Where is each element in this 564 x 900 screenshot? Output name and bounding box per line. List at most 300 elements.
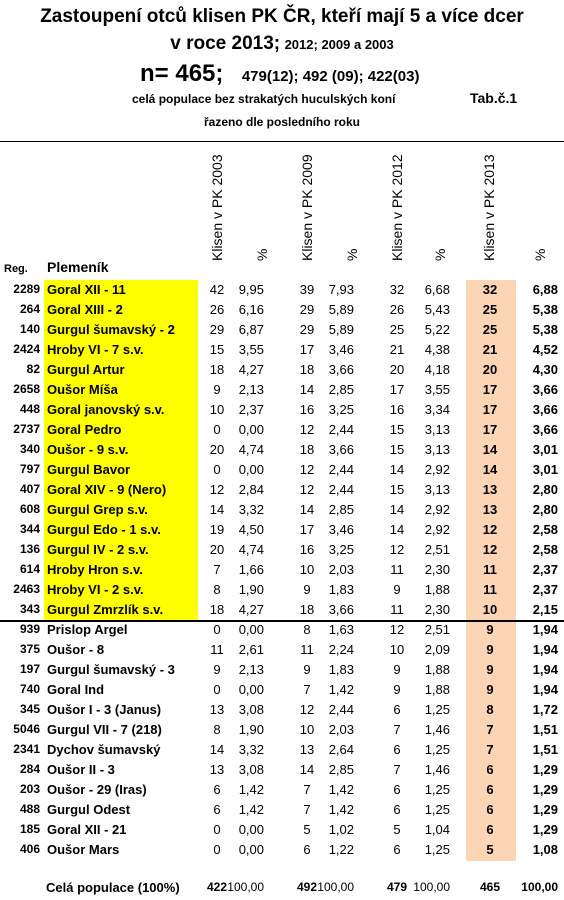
cell-klisen-2013: 17	[482, 422, 498, 437]
cell-pct-2009: 2,85	[328, 502, 354, 517]
table-row	[0, 480, 564, 500]
population-count-line	[140, 60, 419, 88]
cell-klisen-2003: 18	[209, 602, 225, 617]
cell-klisen-2003: 6	[213, 802, 221, 817]
cell-pct-2009: 7,93	[328, 282, 354, 297]
cell-reg: 140	[19, 322, 40, 336]
cell-pct-2009: 2,03	[328, 722, 354, 737]
cell-pct-2013: 4,30	[532, 362, 558, 377]
cell-klisen-2013: 25	[482, 322, 498, 337]
cell-klisen-2009: 18	[299, 602, 315, 617]
cell-pct-2009: 2,44	[328, 482, 354, 497]
cell-pct-2012: 3,34	[424, 402, 450, 417]
cell-klisen-2003: 20	[209, 542, 225, 557]
cell-klisen-2013: 6	[486, 762, 494, 777]
cell-pct-2009: 1,83	[328, 582, 354, 597]
cell-klisen-2012: 16	[389, 402, 405, 417]
cell-klisen-2013: 9	[486, 642, 494, 657]
cell-klisen-2003: 0	[213, 462, 221, 477]
cell-pct-2012: 2,51	[424, 542, 450, 557]
cell-plemenik: Gurgul Grep s.v.	[47, 502, 148, 517]
table-row	[0, 720, 564, 740]
cell-pct-2003: 3,08	[238, 702, 264, 717]
cell-pct-2003: 2,37	[238, 402, 264, 417]
cell-pct-2009: 2,44	[328, 462, 354, 477]
cell-klisen-2009: 39	[299, 282, 315, 297]
cell-pct-2009: 3,25	[328, 542, 354, 557]
table-row	[0, 660, 564, 680]
cell-pct-2003: 4,74	[238, 442, 264, 457]
cell-pct-2009: 3,66	[328, 442, 354, 457]
table-row	[0, 740, 564, 760]
header-pct-2003: %	[254, 248, 270, 261]
cell-pct-2009: 3,46	[328, 342, 354, 357]
cell-pct-2003: 2,13	[238, 662, 264, 677]
cell-reg: 797	[19, 462, 40, 476]
cell-klisen-2003: 20	[209, 442, 225, 457]
cell-klisen-2013: 6	[486, 802, 494, 817]
cell-klisen-2003: 18	[209, 362, 225, 377]
cell-pct-2009: 2,85	[328, 762, 354, 777]
cell-klisen-2013: 9	[486, 662, 494, 677]
cell-pct-2012: 2,51	[424, 622, 450, 637]
cell-pct-2003: 0,00	[238, 462, 264, 477]
cell-pct-2013: 1,94	[532, 642, 558, 657]
total-klisen-2003: 422	[206, 880, 228, 894]
cell-klisen-2012: 32	[389, 282, 405, 297]
cell-plemenik: Dychov šumavský	[47, 742, 161, 757]
cell-klisen-2013: 5	[486, 842, 494, 857]
cell-klisen-2012: 6	[393, 702, 401, 717]
table-row	[0, 540, 564, 560]
table-row	[0, 780, 564, 800]
cell-klisen-2009: 12	[299, 702, 315, 717]
cell-klisen-2003: 6	[213, 782, 221, 797]
cell-klisen-2009: 29	[299, 322, 315, 337]
table-number: Tab.č.1	[470, 90, 518, 106]
cell-plemenik: Goral janovský s.v.	[47, 402, 165, 417]
table-row	[0, 360, 564, 380]
cell-klisen-2003: 13	[209, 702, 225, 717]
cell-pct-2012: 1,25	[424, 702, 450, 717]
header-pct-2013: %	[532, 248, 548, 261]
cell-pct-2003: 0,00	[238, 682, 264, 697]
cell-pct-2013: 2,15	[532, 602, 558, 617]
cell-klisen-2009: 9	[303, 582, 311, 597]
cell-pct-2009: 2,24	[328, 642, 354, 657]
cell-pct-2009: 5,89	[328, 322, 354, 337]
cell-pct-2013: 2,58	[532, 542, 558, 557]
cell-klisen-2012: 14	[389, 502, 405, 517]
cell-klisen-2003: 42	[209, 282, 225, 297]
table-row	[0, 500, 564, 520]
table-row	[0, 640, 564, 660]
cell-plemenik: Gurgul IV - 2 s.v.	[47, 542, 149, 557]
cell-pct-2009: 2,44	[328, 422, 354, 437]
cell-reg: 185	[19, 822, 40, 836]
cell-reg: 614	[19, 562, 40, 576]
cell-klisen-2013: 14	[482, 442, 498, 457]
cell-klisen-2009: 16	[299, 542, 315, 557]
cell-plemenik: Oušor Mars	[47, 842, 120, 857]
total-klisen-2013: 465	[479, 880, 501, 894]
cell-pct-2013: 1,29	[532, 802, 558, 817]
total-pct-2013: 100,00	[521, 880, 558, 894]
cell-pct-2012: 3,13	[424, 442, 450, 457]
cell-klisen-2012: 12	[389, 542, 405, 557]
cell-pct-2003: 4,74	[238, 542, 264, 557]
cell-pct-2009: 1,42	[328, 782, 354, 797]
cell-klisen-2013: 9	[486, 622, 494, 637]
cell-klisen-2013: 17	[482, 402, 498, 417]
cell-pct-2013: 3,66	[532, 382, 558, 397]
cell-pct-2012: 3,13	[424, 422, 450, 437]
cell-pct-2013: 3,01	[532, 442, 558, 457]
cell-klisen-2013: 11	[483, 562, 497, 577]
cell-klisen-2013: 13	[482, 482, 498, 497]
separator-line	[0, 620, 564, 622]
cell-klisen-2013: 17	[482, 382, 498, 397]
cell-pct-2012: 5,22	[424, 322, 450, 337]
cell-pct-2009: 1,83	[328, 662, 354, 677]
cell-klisen-2003: 0	[213, 422, 221, 437]
cell-klisen-2009: 10	[299, 562, 315, 577]
cell-klisen-2003: 19	[209, 522, 225, 537]
table-row	[0, 520, 564, 540]
cell-klisen-2012: 6	[393, 742, 401, 757]
cell-reg: 740	[19, 682, 40, 696]
table-row	[0, 300, 564, 320]
cell-plemenik: Gurgul šumavský - 2	[47, 322, 175, 337]
cell-klisen-2012: 9	[393, 662, 401, 677]
cell-pct-2003: 1,66	[238, 562, 264, 577]
stallion-table-body	[0, 280, 564, 860]
cell-pct-2009: 1,42	[328, 802, 354, 817]
cell-reg: 264	[19, 302, 40, 316]
cell-plemenik: Goral Pedro	[47, 422, 122, 437]
table-top-border	[0, 141, 564, 142]
cell-klisen-2003: 12	[209, 482, 225, 497]
table-row	[0, 320, 564, 340]
header-pct-2012: %	[432, 248, 448, 261]
cell-pct-2003: 1,42	[238, 782, 264, 797]
cell-klisen-2003: 0	[213, 682, 221, 697]
cell-pct-2009: 3,25	[328, 402, 354, 417]
cell-klisen-2003: 10	[209, 402, 225, 417]
cell-pct-2003: 2,84	[238, 482, 264, 497]
cell-reg: 2463	[13, 582, 40, 596]
cell-pct-2012: 6,68	[424, 282, 450, 297]
cell-pct-2013: 4,52	[532, 342, 558, 357]
cell-pct-2009: 3,66	[328, 362, 354, 377]
cell-plemenik: Hroby VI - 2 s.v.	[47, 582, 144, 597]
cell-pct-2009: 1,22	[328, 842, 354, 857]
cell-klisen-2013: 12	[482, 542, 498, 557]
cell-pct-2009: 2,44	[328, 702, 354, 717]
cell-plemenik: Goral XIII - 2	[47, 302, 123, 317]
cell-pct-2009: 3,66	[328, 602, 354, 617]
table-row	[0, 840, 564, 860]
cell-klisen-2003: 29	[209, 322, 225, 337]
cell-pct-2003: 0,00	[238, 622, 264, 637]
cell-klisen-2013: 14	[482, 462, 498, 477]
table-row	[0, 680, 564, 700]
cell-klisen-2012: 15	[389, 442, 405, 457]
header-klisen-2012: Klisen v PK 2012	[389, 154, 405, 261]
cell-klisen-2009: 14	[299, 382, 315, 397]
cell-klisen-2012: 26	[389, 302, 405, 317]
table-row	[0, 700, 564, 720]
cell-plemenik: Oušor - 8	[47, 642, 105, 657]
total-label: Celá populace (100%)	[46, 880, 180, 895]
table-row	[0, 620, 564, 640]
cell-pct-2012: 1,88	[424, 662, 450, 677]
cell-plemenik: Oušor - 9 s.v.	[47, 442, 129, 457]
cell-plemenik: Gurgul šumavský - 3	[47, 662, 175, 677]
cell-klisen-2009: 12	[299, 422, 315, 437]
cell-pct-2012: 4,18	[424, 362, 450, 377]
cell-reg: 2737	[13, 422, 40, 436]
cell-reg: 197	[19, 662, 40, 676]
cell-pct-2013: 5,38	[532, 302, 558, 317]
cell-reg: 344	[19, 522, 40, 536]
total-pct-2012: 100,00	[413, 880, 450, 894]
cell-plemenik: Gurgul Odest	[47, 802, 131, 817]
cell-klisen-2013: 13	[482, 502, 498, 517]
cell-pct-2012: 3,13	[424, 482, 450, 497]
cell-klisen-2009: 13	[299, 742, 315, 757]
cell-klisen-2009: 7	[303, 682, 311, 697]
cell-klisen-2013: 6	[486, 822, 494, 837]
cell-pct-2009: 3,46	[328, 522, 354, 537]
table-row	[0, 460, 564, 480]
cell-reg: 488	[19, 802, 40, 816]
cell-pct-2013: 1,51	[532, 722, 558, 737]
cell-pct-2013: 2,37	[532, 562, 558, 577]
cell-klisen-2003: 26	[209, 302, 225, 317]
table-row	[0, 820, 564, 840]
cell-klisen-2009: 14	[299, 502, 315, 517]
cell-pct-2012: 1,88	[424, 582, 450, 597]
cell-pct-2003: 6,16	[238, 302, 264, 317]
cell-klisen-2013: 11	[483, 582, 497, 597]
table-row	[0, 560, 564, 580]
cell-pct-2003: 9,95	[238, 282, 264, 297]
cell-klisen-2012: 9	[393, 682, 401, 697]
table-row	[0, 440, 564, 460]
cell-pct-2009: 2,03	[328, 562, 354, 577]
cell-klisen-2012: 5	[393, 822, 401, 837]
table-row	[0, 280, 564, 300]
cell-pct-2003: 0,00	[238, 822, 264, 837]
table-row	[0, 340, 564, 360]
cell-pct-2012: 2,30	[424, 562, 450, 577]
cell-klisen-2012: 21	[389, 342, 405, 357]
total-row	[0, 880, 564, 900]
cell-klisen-2003: 14	[209, 502, 225, 517]
cell-klisen-2012: 7	[393, 722, 401, 737]
header-klisen-2013: Klisen v PK 2013	[481, 154, 497, 261]
cell-klisen-2009: 6	[303, 842, 311, 857]
cell-pct-2012: 2,92	[424, 502, 450, 517]
cell-pct-2009: 1,63	[328, 622, 354, 637]
cell-klisen-2012: 20	[389, 362, 405, 377]
header-pct-2009: %	[344, 248, 360, 261]
cell-klisen-2012: 12	[389, 622, 405, 637]
cell-klisen-2003: 14	[209, 742, 225, 757]
cell-klisen-2012: 10	[389, 642, 405, 657]
cell-klisen-2013: 8	[486, 702, 494, 717]
table-row	[0, 580, 564, 600]
cell-klisen-2003: 13	[209, 762, 225, 777]
cell-klisen-2012: 15	[389, 422, 405, 437]
cell-klisen-2013: 21	[482, 342, 498, 357]
total-klisen-2009: 492	[296, 880, 318, 894]
cell-klisen-2013: 6	[486, 782, 494, 797]
cell-pct-2003: 0,00	[238, 422, 264, 437]
cell-pct-2013: 1,29	[532, 822, 558, 837]
cell-pct-2012: 1,25	[424, 782, 450, 797]
cell-klisen-2009: 18	[299, 442, 315, 457]
header-klisen-2003: Klisen v PK 2003	[209, 154, 225, 261]
cell-reg: 2289	[13, 282, 40, 296]
cell-pct-2012: 2,92	[424, 522, 450, 537]
cell-klisen-2009: 12	[299, 482, 315, 497]
cell-pct-2009: 1,02	[328, 822, 354, 837]
cell-pct-2003: 2,61	[238, 642, 264, 657]
cell-reg: 2341	[13, 742, 40, 756]
table-row	[0, 760, 564, 780]
cell-pct-2003: 6,87	[238, 322, 264, 337]
cell-plemenik: Hroby Hron s.v.	[47, 562, 143, 577]
cell-pct-2012: 1,25	[424, 842, 450, 857]
total-pct-2009: 100,00	[317, 880, 354, 894]
cell-reg: 406	[19, 842, 40, 856]
cell-reg: 136	[19, 542, 40, 556]
subtitle-population: celá populace bez strakatých huculských koní	[132, 92, 396, 106]
cell-pct-2013: 1,29	[532, 782, 558, 797]
cell-pct-2009: 2,64	[328, 742, 354, 757]
cell-pct-2013: 1,29	[532, 762, 558, 777]
title-year-main: v roce 2013;	[170, 33, 281, 54]
cell-pct-2012: 4,38	[424, 342, 450, 357]
cell-klisen-2012: 9	[393, 582, 401, 597]
cell-klisen-2009: 14	[299, 762, 315, 777]
page-title: Zastoupení otců klisen PK ČR, kteří mají 5 a více dcer	[40, 6, 524, 27]
title-year-small: 2012; 2009 a 2003	[284, 37, 394, 52]
header-klisen-2009: Klisen v PK 2009	[299, 154, 315, 261]
cell-plemenik: Gurgul Bavor	[47, 462, 131, 477]
cell-klisen-2013: 25	[482, 302, 498, 317]
cell-pct-2012: 1,25	[424, 802, 450, 817]
cell-klisen-2003: 8	[213, 722, 221, 737]
cell-pct-2003: 4,50	[238, 522, 264, 537]
cell-reg: 203	[19, 782, 40, 796]
cell-plemenik: Hroby VI - 7 s.v.	[47, 342, 144, 357]
cell-pct-2013: 6,88	[532, 282, 558, 297]
cell-pct-2013: 2,37	[532, 582, 558, 597]
cell-plemenik: Gurgul Artur	[47, 362, 125, 377]
cell-plemenik: Gurgul Edo - 1 s.v.	[47, 522, 161, 537]
cell-klisen-2003: 7	[213, 562, 221, 577]
cell-reg: 375	[19, 642, 40, 656]
cell-klisen-2012: 25	[389, 322, 405, 337]
cell-pct-2013: 1,72	[532, 702, 558, 717]
cell-pct-2013: 1,94	[532, 662, 558, 677]
cell-pct-2013: 3,66	[532, 422, 558, 437]
cell-klisen-2013: 9	[486, 682, 494, 697]
cell-plemenik: Goral Ind	[47, 682, 105, 697]
cell-pct-2013: 2,58	[532, 522, 558, 537]
table-row	[0, 600, 564, 620]
cell-plemenik: Gurgul Zmrzlík s.v.	[47, 602, 164, 617]
cell-pct-2003: 3,32	[238, 502, 264, 517]
header-plemenik: Plemeník	[47, 259, 109, 275]
cell-pct-2012: 1,04	[424, 822, 450, 837]
cell-reg: 340	[19, 442, 40, 456]
cell-reg: 345	[19, 702, 40, 716]
cell-pct-2012: 2,92	[424, 462, 450, 477]
cell-pct-2009: 2,85	[328, 382, 354, 397]
table-row	[0, 380, 564, 400]
cell-klisen-2003: 11	[210, 642, 224, 657]
total-pct-2003: 100,00	[227, 880, 264, 894]
population-count-history: 479(12); 492 (09); 422(03)	[241, 68, 420, 85]
cell-pct-2003: 4,27	[238, 602, 264, 617]
cell-plemenik: Prislop Argel	[47, 622, 128, 637]
cell-pct-2003: 1,42	[238, 802, 264, 817]
cell-pct-2013: 3,66	[532, 402, 558, 417]
cell-klisen-2012: 6	[393, 842, 401, 857]
cell-klisen-2013: 12	[482, 522, 498, 537]
cell-pct-2013: 1,51	[532, 742, 558, 757]
cell-klisen-2009: 16	[299, 402, 315, 417]
cell-plemenik: Goral XII - 21	[47, 822, 127, 837]
cell-klisen-2009: 9	[303, 662, 311, 677]
cell-pct-2012: 1,88	[424, 682, 450, 697]
cell-plemenik: Goral XIV - 9 (Nero)	[47, 482, 167, 497]
cell-pct-2012: 2,09	[424, 642, 450, 657]
cell-reg: 448	[19, 402, 40, 416]
cell-plemenik: Gurgul VII - 7 (218)	[47, 722, 162, 737]
cell-klisen-2012: 15	[389, 482, 405, 497]
cell-reg: 2658	[13, 382, 40, 396]
cell-pct-2012: 1,46	[424, 722, 450, 737]
cell-klisen-2009: 12	[299, 462, 315, 477]
cell-klisen-2012: 6	[393, 802, 401, 817]
subtitle-sorting: řazeno dle posledního roku	[203, 115, 361, 129]
cell-plemenik: Oušor - 29 (Iras)	[47, 782, 147, 797]
cell-pct-2013: 5,38	[532, 322, 558, 337]
cell-klisen-2013: 10	[482, 602, 498, 617]
title-year-line	[0, 33, 564, 55]
cell-pct-2009: 5,89	[328, 302, 354, 317]
cell-reg: 5046	[13, 722, 40, 736]
cell-reg: 82	[26, 362, 40, 376]
cell-klisen-2009: 29	[299, 302, 315, 317]
cell-klisen-2003: 0	[213, 622, 221, 637]
header-reg: Reg.	[4, 263, 28, 275]
cell-reg: 2424	[13, 342, 40, 356]
cell-pct-2003: 1,90	[238, 582, 264, 597]
cell-klisen-2003: 8	[213, 582, 221, 597]
cell-klisen-2012: 11	[390, 562, 404, 577]
cell-klisen-2009: 8	[303, 622, 311, 637]
cell-reg: 284	[19, 762, 40, 776]
table-row	[0, 400, 564, 420]
cell-plemenik: Oušor II - 3	[47, 762, 115, 777]
cell-pct-2012: 1,25	[424, 742, 450, 757]
